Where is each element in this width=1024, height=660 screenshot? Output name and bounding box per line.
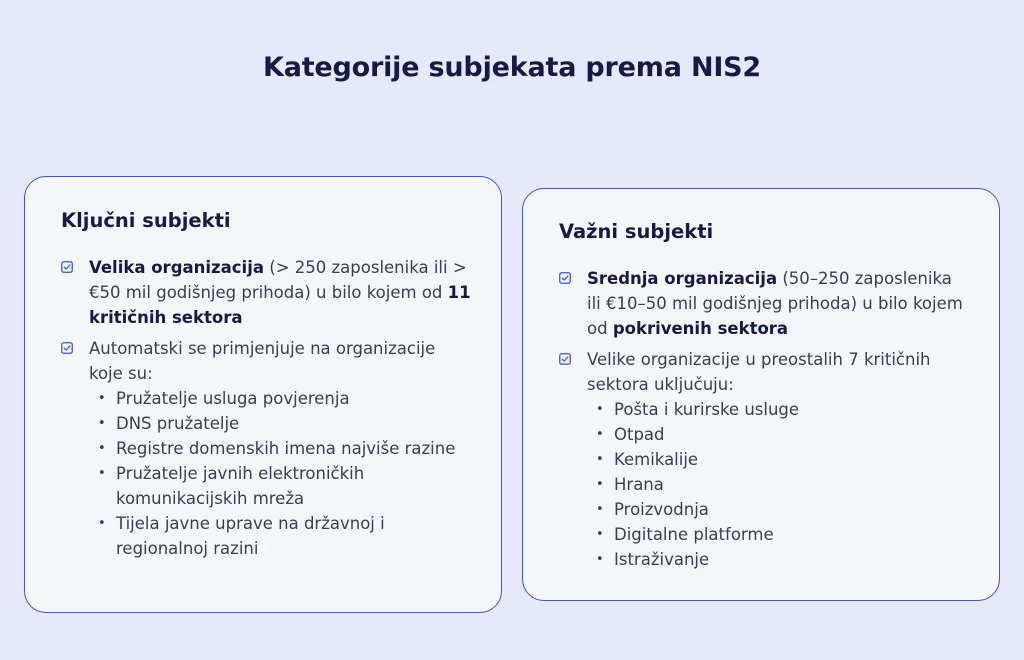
- card-key-entities: [24, 176, 502, 613]
- list-item: [559, 266, 969, 341]
- page-title: Kategorije subjekata prema NIS2: [262, 52, 762, 83]
- bullet-item: • Istraživanje: [587, 547, 969, 572]
- bullet-list: [89, 386, 471, 561]
- card-important-entities: [522, 188, 1000, 601]
- bullet-item: • Kemikalije: [587, 447, 969, 472]
- bold-text: pokrivenih sektora: [612, 319, 789, 338]
- card-title: Važni subjekti: [559, 220, 714, 243]
- bold-text: 11 kritičnih sektora: [89, 283, 471, 327]
- checkbox-icon: [61, 342, 73, 354]
- bullet-item: • Hrana: [587, 472, 969, 497]
- item-text: Automatski se primjenjuje na organizacije koje su: • Pružatelje usluga povjerenja • DNS pružatelje • Registre domenskih imena najviše razine • Pružatelje javnih elektroničkih komunikacijskih mreža • Tijela javne uprave na državnoj i regionalnoj razini: [89, 336, 471, 561]
- checkbox-icon: [559, 353, 571, 365]
- bullet-item: • Proizvodnja: [587, 497, 969, 522]
- checkbox-icon: [559, 272, 571, 284]
- bullet-item: • Pružatelje usluga povjerenja: [89, 386, 471, 411]
- bold-text: Velika organizacija: [89, 258, 265, 277]
- item-text: Velika organizacija (> 250 zaposlenika ili > €50 mil godišnjeg prihoda) u bilo kojem od 11 kritičnih sektora: [89, 258, 471, 327]
- bullet-item: • Pošta i kurirske usluge: [587, 397, 969, 422]
- card-items: [559, 266, 969, 578]
- bold-text: Srednja organizacija: [587, 269, 778, 288]
- bullet-item: • Digitalne platforme: [587, 522, 969, 547]
- bullet-item: • DNS pružatelje: [89, 411, 471, 436]
- checkbox-icon: [61, 261, 73, 273]
- item-text: Srednja organizacija (50–250 zaposlenika ili €10–50 mil godišnjeg prihoda) u bilo kojem od pokrivenih sektora: [587, 269, 963, 338]
- bullet-item: • Tijela javne uprave na državnoj i regionalnoj razini: [89, 511, 471, 561]
- bullet-item: • Pružatelje javnih elektroničkih komunikacijskih mreža: [89, 461, 471, 511]
- bullet-list: [587, 397, 969, 572]
- bullet-item: • Registre domenskih imena najviše razine: [89, 436, 471, 461]
- list-item: [61, 255, 471, 330]
- bullet-item: • Otpad: [587, 422, 969, 447]
- list-item: [559, 347, 969, 572]
- card-title: Ključni subjekti: [61, 209, 231, 232]
- list-item: [61, 336, 471, 561]
- card-items: [61, 255, 471, 567]
- item-text: Velike organizacije u preostalih 7 kritičnih sektora uključuju: • Pošta i kurirske usluge • Otpad • Kemikalije • Hrana • Proizvodnja • Digitalne platforme • Istraživanje: [587, 347, 969, 572]
